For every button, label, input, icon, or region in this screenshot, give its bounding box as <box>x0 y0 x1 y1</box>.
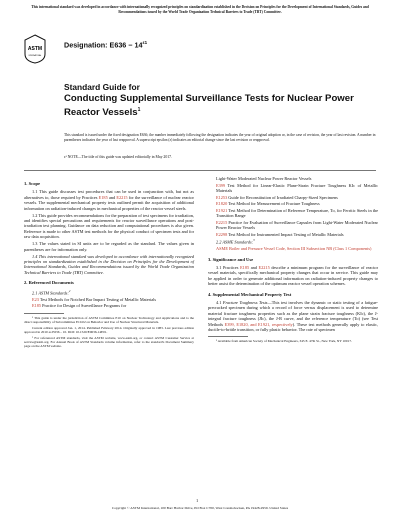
reference-item: E399 Test Method for Linear-Elastic Plane-Strain Fracture Toughness KIc of Metallic Materials <box>216 182 378 193</box>
reference-code-link[interactable]: E399 <box>216 182 226 188</box>
paragraph-1-1: 1.1 This guide discusses test procedures that can be used in conjunction with, but not as alternatives to, those required by Practices E185 and E2215 for the surveillance of nuclear reactor vessels. The supplemental mechanical property tests outlined permit the acquisition of additional information on radiation-induced changes in mechanical properties of the reactor vessel steels. <box>24 189 194 211</box>
footnote-2: ² For referenced ASTM standards, visit the ASTM website, www.astm.org, or contact ASTM Customer Service at service@astm.org. For Annual Book of ASTM Standards volume information, refer to the standard's Document Summary page on the ASTM website. <box>24 335 194 349</box>
scope-heading: 1. Scope <box>24 181 41 186</box>
significance-heading: 3. Significance and Use <box>208 256 254 262</box>
paragraph-3-1: 3.1 Practices E185 and E2215 describe a minimum program for the surveillance of reactor vessel materials, specifically mechanical property changes that occur in service. This guide may be applied in order to generate additional information on radiation-induced property changes to better assist the determination of the optimum reactor vessel operation schemes. <box>208 265 379 287</box>
reference-code-link[interactable]: E1820 <box>216 201 228 207</box>
reference-item: E1921 Test Method for Determination of Reference Temperature, To, for Ferritic Steels in the Transition Range <box>216 207 378 219</box>
footnote-1: ¹ This guide is under the jurisdiction of ASTM Committee E10 on Nuclear Technology and Applications and is the direct responsibility of Subcommittee E10.02 on Behavior and Use of Nuclear Structural Materials. <box>24 315 194 324</box>
asme-reference-link[interactable]: ASME Boiler and Pressure Vessel Code, Section III Subsection NB (Class 1 Components) <box>216 246 372 252</box>
international-standard-notice: This international standard was developed in accordance with internationally recognized principles on standardization established in the Decision on Principles for the Development of International Standards, Guides and Recommendations issued by the World Trade Organization Technical Barriers to Trade (TBT) Committee. <box>31 5 369 14</box>
reference-code-link[interactable]: E2298 <box>216 231 228 237</box>
standard-type: Standard Guide for <box>64 82 140 92</box>
svg-text:ASTM: ASTM <box>27 46 43 52</box>
reference-item: E185 Practice for Design of Surveillance Programs for <box>32 303 127 309</box>
reference-item: Light-Water Moderated Nuclear Power Reactor Vessels <box>216 176 312 181</box>
reference-code-link[interactable]: E1921 <box>216 207 228 213</box>
reference-item: E1253 Guide for Reconstitution of Irradiated Charpy-Sized Specimens <box>216 194 338 200</box>
paragraph-1-3: 1.3 The values stated in SI units are to be regarded as the standard. The values given in parentheses are for information only. <box>24 241 194 252</box>
astm-logo <box>24 34 46 64</box>
reference-item: E2215 Practice for Evaluation of Surveillance Capsules from Light-Water Moderated Nuclear Power Reactor Vessels <box>216 219 378 231</box>
footnote-edition: Current edition approved Jan. 1, 2014. Published February 2014. Originally approved in 1983. Last previous edition approved in 2010 as E636 – 10. DOI: 10.1520/E0636-14E01. <box>24 325 194 334</box>
footnote-3: ³ Available from American Society of Mechanical Engineers, 345 E. 47th St., New York, NY 10017. <box>216 339 352 344</box>
reference-code-link[interactable]: E23 <box>32 296 39 302</box>
reference-code-link[interactable]: E185 <box>32 303 42 309</box>
reference-item: E1820 Test Method for Measurement of Fracture Toughness <box>216 201 320 207</box>
header-divider <box>24 170 376 171</box>
ref-e185-link[interactable]: E185 <box>240 265 250 271</box>
document-title: Conducting Supplemental Surveillance Tests for Nuclear Power Reactor Vessels$^1$ <box>64 93 354 118</box>
referenced-documents-heading: 2. Referenced Documents <box>24 280 74 286</box>
designation-note: This standard is issued under the fixed designation E636; the number immediately following the designation indicates the year of original adoption or, in the case of revision, the year of last revision. A number in parentheses indicates the year of last reapproval. A superscript epsilon (ε) indicates an editorial change since the last revision or reapproval. <box>64 133 376 142</box>
editorial-note: ε¹ NOTE—The title of this guide was updated editorially in May 2017. <box>64 155 172 159</box>
paragraph-1-4: 1.4 This international standard was developed in accordance with internationally recognized principles on standardization established in the Decision on Principles for the Development of International Standards, Guides and Recommendations issued by the World Trade Organization Technical Barriers to Trade (TBT) Committee. <box>24 253 194 275</box>
paragraph-4-1: 4.1 Fracture Toughness Tests—This test involves the dynamic or static testing of a fatigue-precracked specimen during which a record of force versus displacement is used to determine material fracture toughness properties such as the plane strain fracture toughness (KIc), the J-integral fracture toughness (JIc), the J-R curve, and the reference temperature (To) (see Test Methods E399, E1820, and E1921, respectively). These test methods generally apply to elastic, ductile-to-brittle transition, or fully plastic behavior. The rate of specimen <box>208 300 378 333</box>
paragraph-1-2: 1.2 This guide provides recommendations for the preparation of test specimens for irradiation, and identifies special precautions and requirements for reactor surveillance operations and post-irradiation test planning. Guidance on data reduction and computational procedures is also given. Reference is made to other ASTM test methods for the physical conduct of specimen tests and for raw data acquisition. <box>24 212 194 240</box>
right-column <box>208 176 378 345</box>
ref-e2215-link[interactable]: E2215 <box>258 265 270 271</box>
reference-item: E2298 Test Method for Instrumented Impact Testing of Metallic Materials <box>216 231 344 237</box>
left-column <box>24 176 194 350</box>
reference-code-link[interactable]: E2215 <box>216 219 228 225</box>
page-number: 1 <box>196 498 199 503</box>
reference-item: E23 Test Methods for Notched Bar Impact Testing of Metallic Materials <box>32 296 157 302</box>
footnote-divider <box>24 313 64 314</box>
asme-standards-heading: 2.2 ASME Standards:$^3$ <box>216 238 255 245</box>
astm-standards-heading: 2.1 ASTM Standards:$^2$ <box>32 288 71 296</box>
ref-e185-link[interactable]: E185 <box>98 194 108 200</box>
reference-code-link[interactable]: E1253 <box>216 194 228 200</box>
supplemental-test-heading: 4. Supplemental Mechanical Property Test <box>208 291 292 297</box>
copyright-notice: Copyright © ASTM International, 100 Barr Harbor Drive, PO Box C700, West Conshohocken, PA 19428-2959. United States <box>111 506 289 510</box>
asme-reference-item <box>208 246 378 251</box>
designation: Designation: $E636 - 14^{\varepsilon 1}$ <box>64 40 148 50</box>
ref-e2215-link[interactable]: E2215 <box>116 194 128 200</box>
ref-test-methods-link[interactable]: E399, E1820, and E1921, respectively <box>224 321 293 327</box>
footnote-divider <box>208 336 248 337</box>
svg-text:INTERNATIONAL: INTERNATIONAL <box>28 56 42 57</box>
